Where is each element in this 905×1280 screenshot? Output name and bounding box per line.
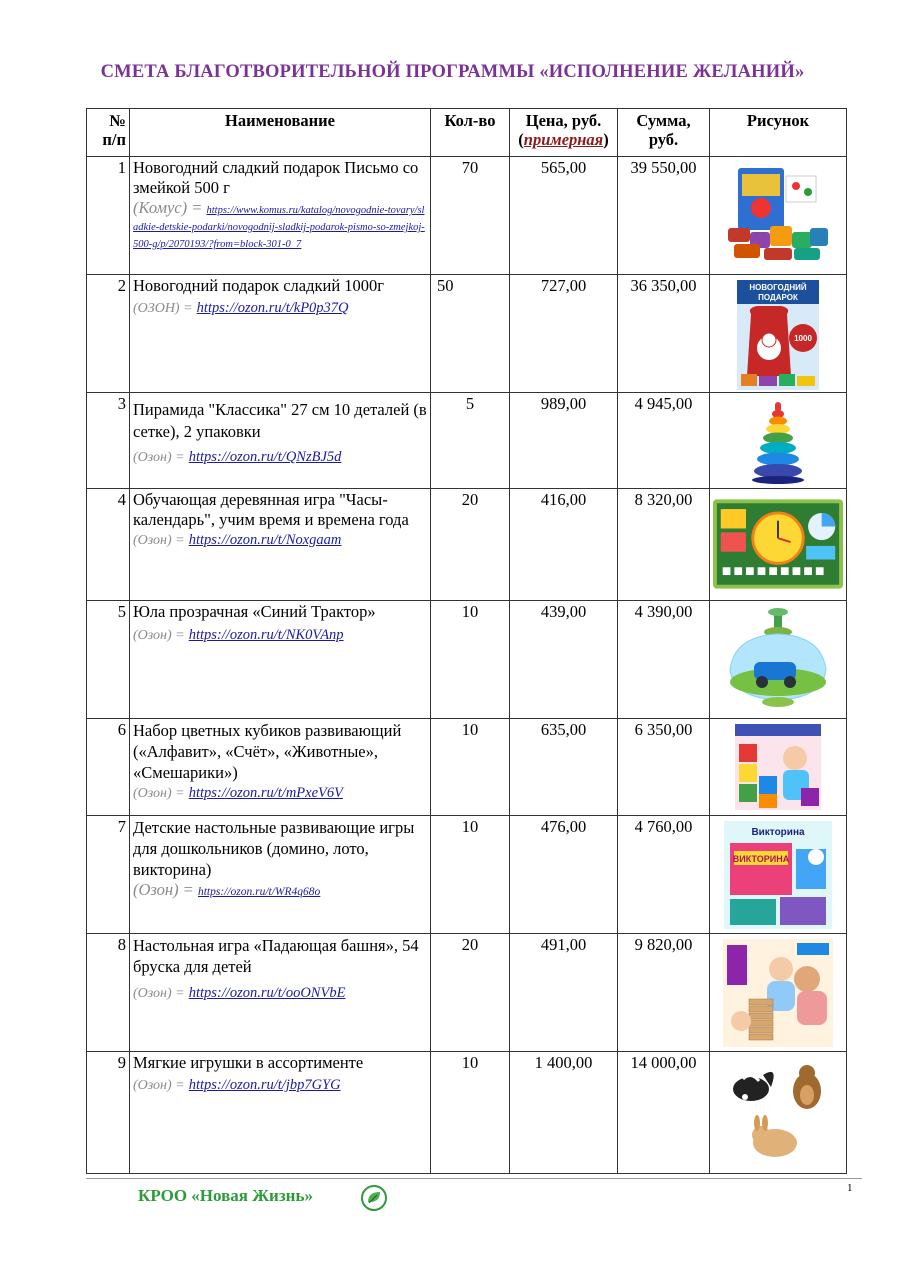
footer-divider: [86, 1178, 862, 1179]
falling-tower-game-icon: [723, 939, 833, 1047]
clock-calendar-board-icon: [713, 498, 843, 590]
item-sum: 4 945,00: [618, 393, 710, 489]
item-cell: [130, 489, 431, 601]
item-name: Новогодний подарок сладкий 1000г: [133, 276, 385, 295]
row-number: 1: [87, 157, 130, 275]
item-source: (Озон) =: [133, 786, 185, 801]
item-qty: 50: [431, 275, 510, 393]
item-price: 989,00: [510, 393, 618, 489]
table-row: [87, 816, 847, 934]
header-sum: [618, 109, 710, 157]
footer-organization: КРОО «Новая Жизнь»: [138, 1186, 313, 1205]
item-price: 416,00: [510, 489, 618, 601]
picture-cell: [710, 157, 847, 275]
header-price: Цена, руб. (примерная): [510, 109, 618, 157]
item-link[interactable]: https://ozon.ru/t/QNzBJ5d: [188, 449, 342, 465]
item-source: (Озон) =: [133, 533, 185, 548]
header-sum-line2: руб.: [648, 130, 679, 149]
pic-label-2: ВИКТОРИНА: [732, 854, 790, 864]
header-num-line2: п/п: [102, 130, 126, 149]
item-link[interactable]: https://ozon.ru/t/Noxgaam: [188, 532, 342, 548]
header-price-note: примерная: [523, 130, 604, 149]
row-number: 7: [87, 816, 130, 934]
item-price: 439,00: [510, 601, 618, 719]
table-row: [87, 275, 847, 393]
estimate-table: [86, 108, 847, 1174]
picture-cell: [710, 1052, 847, 1174]
item-link[interactable]: https://ozon.ru/t/kP0p37Q: [196, 300, 349, 316]
item-sum: 8 320,00: [618, 489, 710, 601]
item-link[interactable]: https://ozon.ru/t/NK0VAnp: [188, 627, 344, 643]
item-cell: [130, 1052, 431, 1174]
item-name: Новогодний сладкий подарок Письмо со змейкой 500 г: [133, 158, 419, 197]
item-source: (ОЗОН) =: [133, 301, 193, 316]
header-price-label: Цена, руб.: [525, 111, 602, 130]
item-cell: [130, 601, 431, 719]
table-row: [87, 934, 847, 1052]
plush-toys-icon: [723, 1057, 833, 1161]
item-sum: 4 760,00: [618, 816, 710, 934]
item-link[interactable]: https://ozon.ru/t/ooONVbE: [188, 985, 346, 1001]
quiz-game-box-icon: [724, 821, 832, 929]
picture-cell: [710, 275, 847, 393]
pic-label-1: Викторина: [751, 827, 805, 838]
item-sum: 6 350,00: [618, 719, 710, 816]
item-cell: [130, 157, 431, 275]
table-row: [87, 601, 847, 719]
table-row: [87, 489, 847, 601]
toy-blocks-icon: [735, 724, 821, 810]
picture-cell: [710, 934, 847, 1052]
item-source: (Комус) =: [133, 198, 203, 217]
item-sum: 14 000,00: [618, 1052, 710, 1174]
picture-cell: [710, 393, 847, 489]
item-price: 476,00: [510, 816, 618, 934]
item-source: (Озон) =: [133, 628, 185, 643]
header-num-line1: №: [109, 111, 126, 130]
item-cell: [130, 934, 431, 1052]
item-name: Настольная игра «Падающая башня», 54 бруска для детей: [133, 936, 419, 976]
item-qty: 10: [431, 816, 510, 934]
item-source: (Озон) =: [133, 986, 185, 1001]
item-qty: 20: [431, 934, 510, 1052]
leaf-logo-icon: [360, 1184, 388, 1217]
row-number: 9: [87, 1052, 130, 1174]
item-sum: 36 350,00: [618, 275, 710, 393]
item-qty: 70: [431, 157, 510, 275]
row-number: 3: [87, 393, 130, 489]
spinning-top-icon: [724, 606, 832, 716]
row-number: 4: [87, 489, 130, 601]
row-number: 2: [87, 275, 130, 393]
item-qty: 10: [431, 601, 510, 719]
item-price: 565,00: [510, 157, 618, 275]
item-price: 635,00: [510, 719, 618, 816]
document-title: СМЕТА БЛАГОТВОРИТЕЛЬНОЙ ПРОГРАММЫ «ИСПОЛНЕНИЕ ЖЕЛАНИЙ»: [100, 62, 805, 82]
candy-gift-box-icon: [724, 162, 832, 266]
table-row: [87, 1052, 847, 1174]
item-sum: 9 820,00: [618, 934, 710, 1052]
item-name: Пирамида "Классика" 27 см 10 деталей (в сетке), 2 упаковки: [133, 400, 427, 441]
row-number: 5: [87, 601, 130, 719]
table-header-row: [87, 109, 847, 157]
item-price: 727,00: [510, 275, 618, 393]
item-qty: 10: [431, 1052, 510, 1174]
item-qty: 5: [431, 393, 510, 489]
table-row: [87, 157, 847, 275]
item-name: Набор цветных кубиков развивающий («Алфавит», «Счёт», «Животные», «Смешарики»): [133, 721, 402, 782]
item-name: Юла прозрачная «Синий Трактор»: [133, 602, 376, 621]
item-qty: 10: [431, 719, 510, 816]
item-name: Мягкие игрушки в ассортименте: [133, 1053, 364, 1072]
page-number: 1: [847, 1182, 853, 1194]
item-price: 491,00: [510, 934, 618, 1052]
item-cell: [130, 393, 431, 489]
gift-bag-icon: [737, 280, 819, 390]
picture-cell: [710, 601, 847, 719]
picture-cell: [710, 489, 847, 601]
table-row: [87, 393, 847, 489]
item-price: 1 400,00: [510, 1052, 618, 1174]
item-sum: 39 550,00: [618, 157, 710, 275]
pic-label-3: 1000: [794, 334, 812, 343]
table-row: [87, 719, 847, 816]
header-num: [87, 109, 130, 157]
item-source: (Озон) =: [133, 1078, 185, 1093]
header-picture: Рисунок: [710, 109, 847, 157]
item-link[interactable]: https://ozon.ru/t/mPxeV6V: [188, 785, 343, 801]
item-cell: [130, 275, 431, 393]
header-qty: Кол-во: [431, 109, 510, 157]
header-name: Наименование: [130, 109, 431, 157]
item-source: (Озон) =: [133, 880, 194, 899]
item-cell: [130, 816, 431, 934]
row-number: 6: [87, 719, 130, 816]
pic-label-2: ПОДАРОК: [758, 293, 798, 302]
item-sum: 4 390,00: [618, 601, 710, 719]
item-link[interactable]: https://ozon.ru/t/WR4q68o: [197, 886, 321, 898]
item-link[interactable]: https://ozon.ru/t/jbp7GYG: [188, 1077, 341, 1093]
pic-label-1: НОВОГОДНИЙ: [749, 283, 807, 292]
item-name: Детские настольные развивающие игры для дошкольников (домино, лото, викторина): [133, 818, 415, 879]
picture-cell: [710, 816, 847, 934]
item-link[interactable]: https://www.komus.ru/katalog/novogodnie-tovary/sladkie-detskie-podarki/novogodnij-sladkij-podarok-pismo-so-zmejkoj-500-g/p/2070193/?from=block-301-0_7: [133, 205, 425, 250]
row-number: 8: [87, 934, 130, 1052]
item-name: Обучающая деревянная игра "Часы-календарь", учим время и времена года: [133, 490, 409, 529]
ring-pyramid-icon: [748, 398, 808, 486]
header-sum-line1: Сумма,: [636, 111, 691, 130]
item-source: (Озон) =: [133, 450, 185, 465]
item-qty: 20: [431, 489, 510, 601]
item-cell: [130, 719, 431, 816]
picture-cell: [710, 719, 847, 816]
